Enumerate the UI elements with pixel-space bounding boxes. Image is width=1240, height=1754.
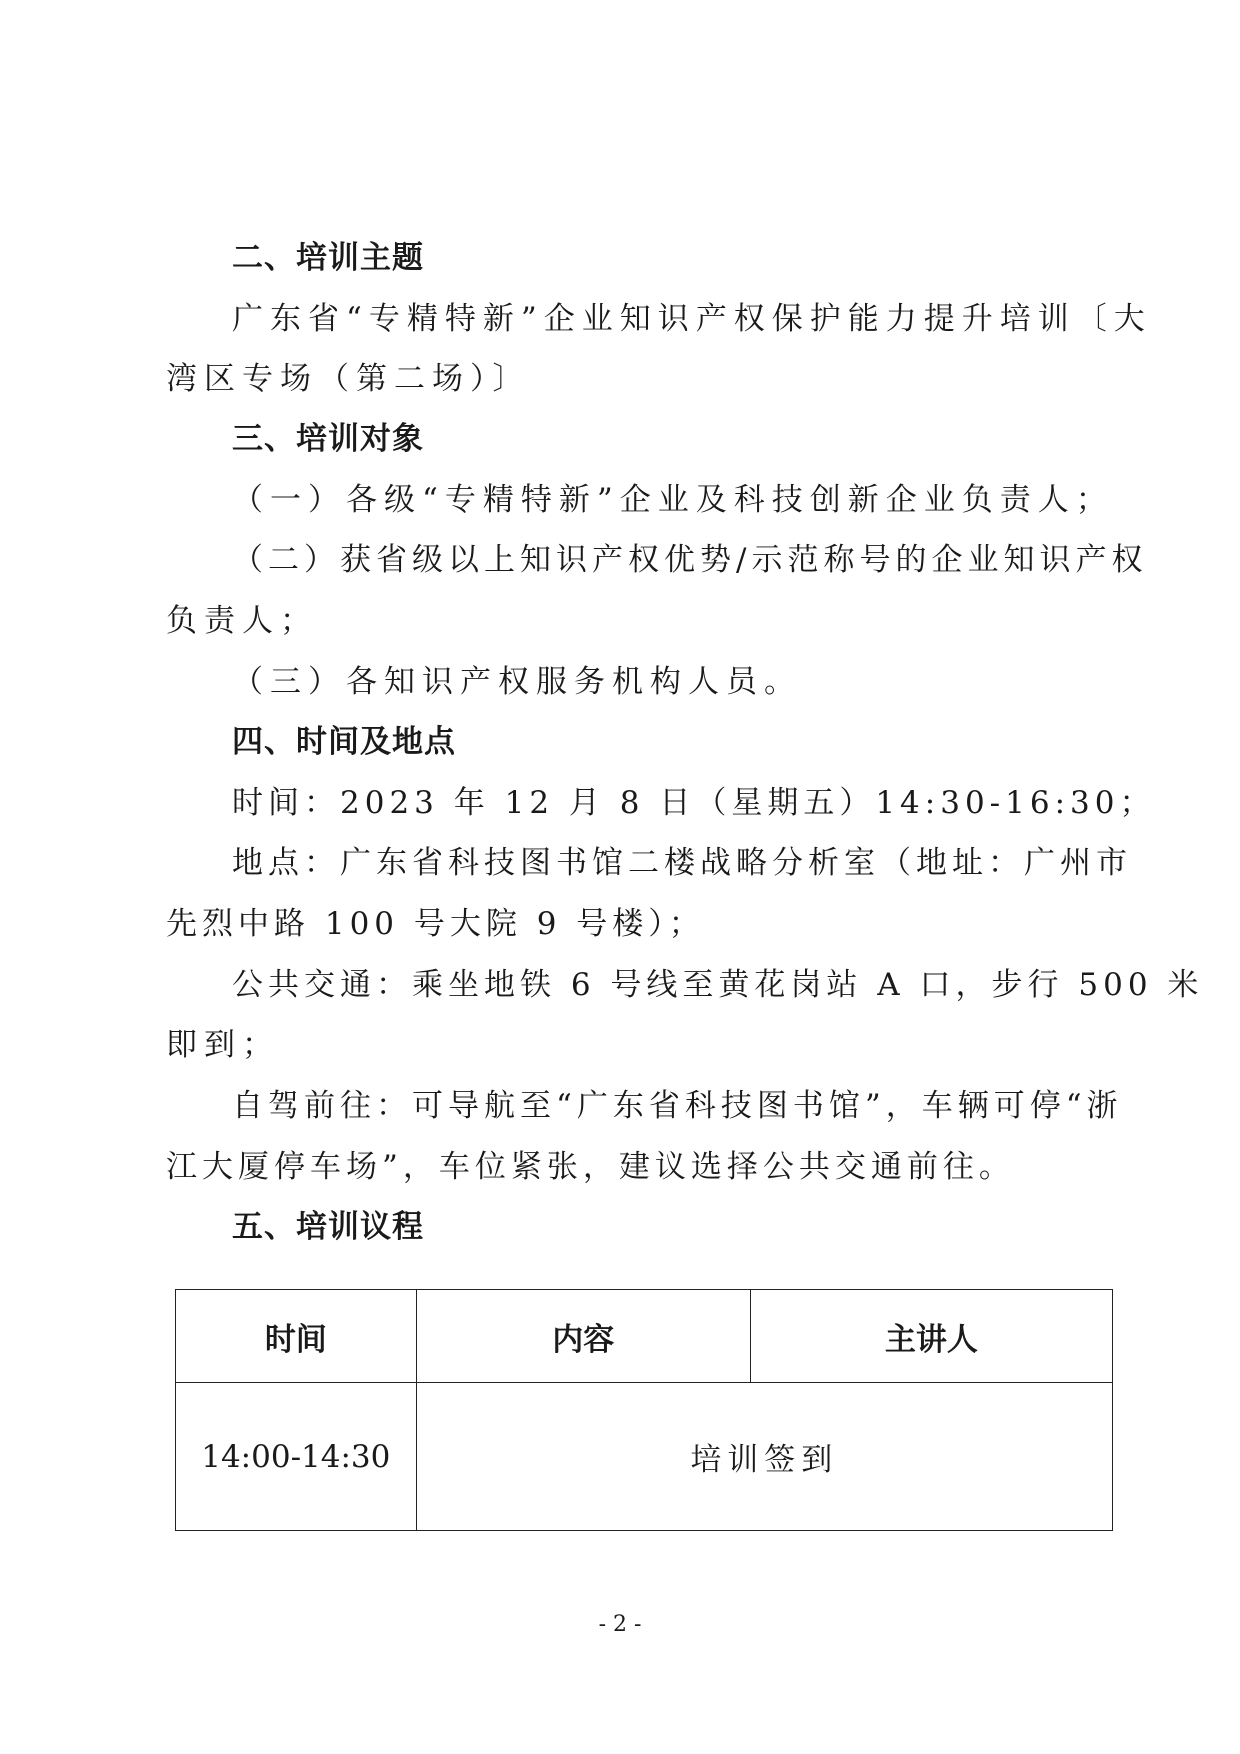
topic-line-1: 广东省“专精特新”企业知识产权保护能力提升培训〔大 bbox=[232, 301, 1152, 337]
header-speaker: 主讲人 bbox=[750, 1290, 1112, 1383]
agenda-table bbox=[175, 1289, 1113, 1531]
section-heading-time-place: 四、时间及地点 bbox=[232, 724, 456, 760]
transit-line-1: 公共交通：乘坐地铁 6 号线至黄花岗站 A 口，步行 500 米 bbox=[232, 967, 1204, 1003]
topic-line-2: 湾区专场（第二场）〕 bbox=[166, 361, 531, 397]
table-row bbox=[176, 1383, 1113, 1531]
event-time: 时间：2023 年 12 月 8 日（星期五）14:30-16:30； bbox=[232, 785, 1156, 821]
section-heading-audience: 三、培训对象 bbox=[232, 421, 424, 457]
transit-line-2: 即到； bbox=[166, 1027, 280, 1063]
page-number: - 2 - bbox=[598, 1612, 642, 1637]
header-content: 内容 bbox=[416, 1290, 750, 1383]
section-heading-topic: 二、培训主题 bbox=[232, 240, 424, 276]
driving-line-1: 自驾前往：可导航至“广东省科技图书馆”，车辆可停“浙 bbox=[232, 1088, 1123, 1124]
event-place-line-1: 地点：广东省科技图书馆二楼战略分析室（地址：广州市 bbox=[232, 845, 1132, 881]
audience-item-3: （三）各知识产权服务机构人员。 bbox=[232, 664, 802, 700]
audience-item-2-line-2: 负责人； bbox=[166, 603, 318, 639]
section-heading-agenda: 五、培训议程 bbox=[232, 1209, 424, 1245]
audience-item-2-line-1: （二）获省级以上知识产权优势/示范称号的企业知识产权 bbox=[232, 542, 1148, 578]
header-time: 时间 bbox=[176, 1290, 417, 1383]
agenda-header-row bbox=[176, 1290, 1113, 1383]
event-place-line-2: 先烈中路 100 号大院 9 号楼）； bbox=[166, 906, 705, 942]
audience-item-1: （一）各级“专精特新”企业及科技创新企业负责人； bbox=[232, 482, 1114, 518]
agenda-time-cell: 14:00-14:30 bbox=[176, 1383, 417, 1531]
driving-line-2: 江大厦停车场”，车位紧张，建议选择公共交通前往。 bbox=[166, 1149, 1015, 1185]
agenda-content-cell: 培训签到 bbox=[416, 1383, 1112, 1531]
